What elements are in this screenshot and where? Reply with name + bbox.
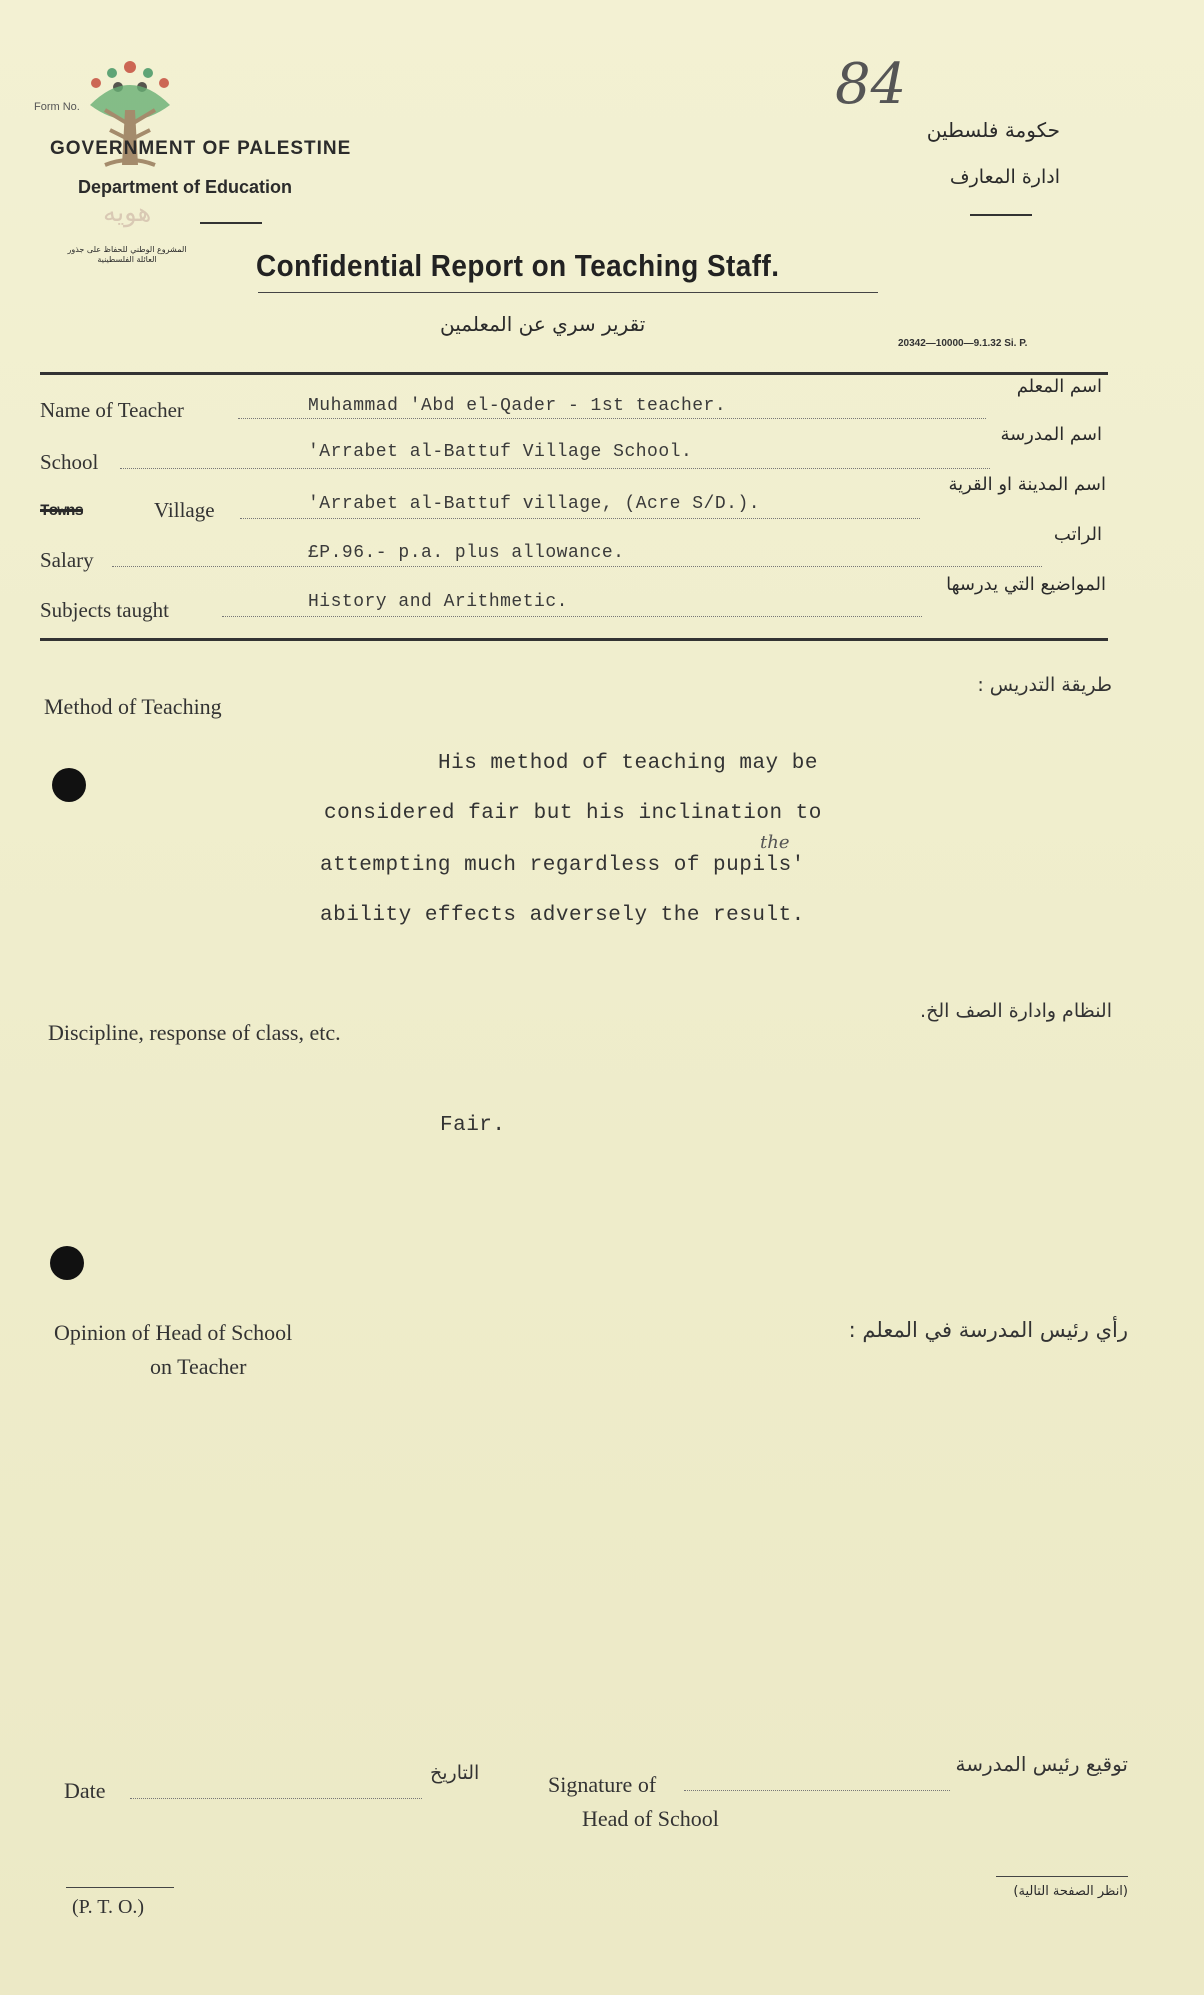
form-number: Form No. xyxy=(34,101,80,113)
field-label-en: Salary xyxy=(40,548,94,572)
signature-label-ar: توقيع رئيس المدرسة xyxy=(955,1752,1128,1776)
field-label-en: Name of Teacher xyxy=(40,398,184,422)
method-line-3: attempting much regardless of pupils' xyxy=(320,854,805,877)
method-label-ar: طريقة التدريس : xyxy=(977,674,1112,696)
discipline-label-ar: النظام وادارة الصف الخ. xyxy=(920,1000,1112,1022)
print-code: 20342—10000—9.1.32 Si. P. xyxy=(898,338,1028,349)
date-label-en: Date xyxy=(64,1778,106,1803)
signature-dotted-line xyxy=(684,1790,950,1791)
title-underline xyxy=(258,292,878,293)
field-label-ar: اسم المعلم xyxy=(1016,376,1102,397)
discipline-label-en: Discipline, response of class, etc. xyxy=(48,1020,341,1045)
method-label-en: Method of Teaching xyxy=(44,694,222,719)
government-title-en: GOVERNMENT OF PALESTINE xyxy=(50,138,352,159)
field-value: History and Arithmetic. xyxy=(308,592,568,612)
field-dotted-line xyxy=(240,518,920,519)
signature-label-en-2: Head of School xyxy=(582,1806,719,1831)
field-label-ar: الراتب xyxy=(1053,524,1102,545)
field-value: 'Arrabet al-Battuf village, (Acre S/D.). xyxy=(308,494,761,514)
field-value: Muhammad 'Abd el-Qader - 1st teacher. xyxy=(308,396,727,416)
field-label-ar: المواضيع التي يدرسها xyxy=(946,574,1106,595)
pto-rule-left xyxy=(66,1887,174,1888)
signature-label-en: Signature of xyxy=(548,1772,657,1797)
date-dotted-line xyxy=(130,1798,422,1799)
header-rule-left xyxy=(200,222,262,224)
government-title-ar: حكومة فلسطين xyxy=(926,118,1060,142)
field-label-en: Village xyxy=(154,498,215,522)
punch-hole xyxy=(52,768,86,802)
report-title-ar: تقرير سري عن المعلمين xyxy=(440,312,646,336)
field-label-struck: Towns xyxy=(40,502,84,520)
opinion-label-en-line2: on Teacher xyxy=(150,1354,247,1379)
field-label-ar: اسم المدينة او القرية xyxy=(948,474,1106,495)
field-value: £P.96.- p.a. plus allowance. xyxy=(308,543,625,563)
field-value: 'Arrabet al-Battuf Village School. xyxy=(308,442,693,462)
field-dotted-line xyxy=(238,418,986,419)
field-label-ar: اسم المدرسة xyxy=(1000,424,1102,445)
fields-divider xyxy=(40,638,1108,641)
watermark-caption: المشروع الوطني للحفاظ على جذور العائلة الفلسطينية xyxy=(67,245,187,264)
field-dotted-line xyxy=(222,616,922,617)
field-dotted-line xyxy=(112,566,1042,567)
department-title-en: Department of Education xyxy=(78,177,293,197)
watermark-logo-icon xyxy=(70,55,190,195)
method-line-1: His method of teaching may be xyxy=(438,752,818,775)
header-divider xyxy=(40,372,1108,375)
opinion-label-en-line1: Opinion of Head of School xyxy=(54,1320,293,1345)
handwritten-page-number: 84 xyxy=(835,52,907,117)
method-line-4: ability effects adversely the result. xyxy=(320,904,805,927)
discipline-value: Fair. xyxy=(440,1114,506,1137)
handwritten-correction: the xyxy=(760,832,790,853)
punch-hole xyxy=(50,1246,84,1280)
department-title-ar: ادارة المعارف xyxy=(949,166,1060,188)
pto-label-ar: (انظر الصفحة التالية) xyxy=(1013,1884,1128,1899)
opinion-label-ar: رأي رئيس المدرسة في المعلم : xyxy=(848,1318,1128,1342)
header-rule-right xyxy=(970,214,1032,216)
field-label-en: School xyxy=(40,450,99,474)
method-line-2: considered fair but his inclination to xyxy=(324,802,822,825)
report-title-en: Confidential Report on Teaching Staff. xyxy=(256,248,780,283)
pto-label-en: (P. T. O.) xyxy=(72,1896,145,1918)
pto-rule-right xyxy=(996,1876,1128,1877)
date-label-ar: التاريخ xyxy=(430,1762,480,1784)
field-dotted-line xyxy=(120,468,990,469)
watermark-logo-text: هويه xyxy=(103,198,152,228)
field-label-en: Subjects taught xyxy=(40,598,169,622)
